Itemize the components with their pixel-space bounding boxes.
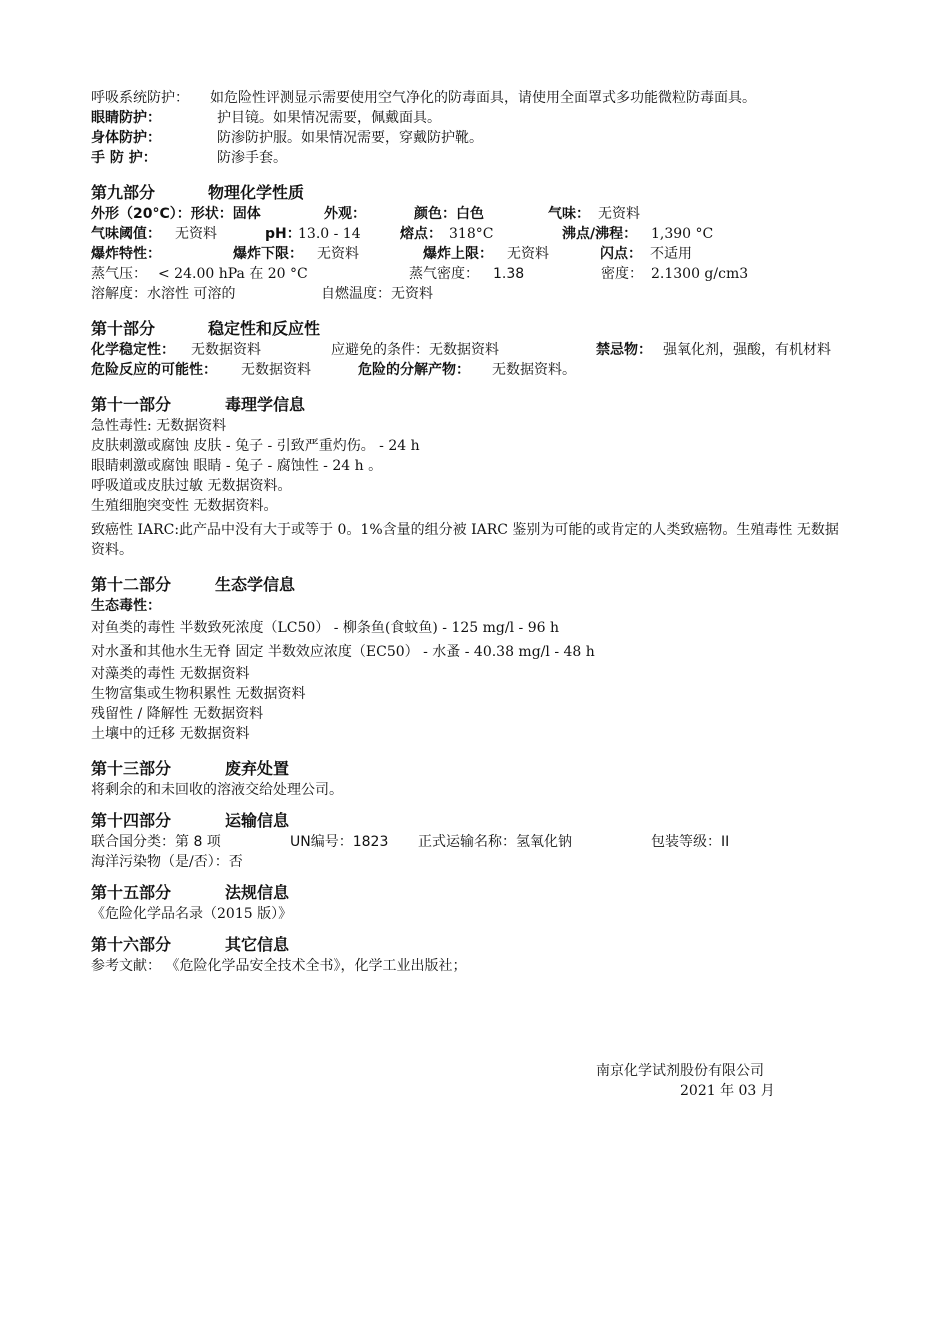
shipping-name: 正式运输名称：氢氧化钠	[418, 834, 572, 850]
disposal-text: 将剩余的和未回收的溶液交给处理公司。	[91, 782, 343, 798]
references-text: 参考文献： 《危险化学品安全技术全书》，化学工业出版社；	[91, 958, 467, 974]
stability-label: 化学稳定性：	[91, 342, 175, 358]
lel-label: 爆炸下限：	[233, 246, 303, 262]
un-number: UN编号：1823	[290, 834, 389, 850]
transport-row	[91, 832, 871, 852]
vapor-pressure-label: 蒸气压：	[91, 266, 147, 282]
hazard-reaction-label: 危险反应的可能性：	[91, 362, 217, 378]
section-9-number: 第九部分	[91, 183, 156, 202]
section-11-title: 毒理学信息	[225, 395, 306, 414]
toxicology-line: 呼吸道或皮肤过敏 无数据资料。	[91, 478, 292, 494]
section-15-number: 第十五部分	[91, 883, 172, 902]
s10-row-1	[91, 340, 871, 360]
marine-pollutant: 海洋污染物（是/否）：否	[91, 854, 243, 870]
eye-label: 眼睛防护：	[91, 110, 161, 126]
incompatible-label: 禁忌物：	[596, 342, 652, 358]
eye-text: 护目镜。如果情况需要，佩戴面具。	[217, 110, 441, 126]
eye-protection-row	[91, 108, 871, 128]
section-13-title: 废弃处置	[225, 759, 290, 778]
fish-toxicity: 对鱼类的毒性 半数致死浓度（LC50） - 柳条鱼(食蚊鱼) - 125 mg/l - 96 h	[91, 620, 559, 636]
hand-protection-row	[91, 148, 871, 168]
issue-date: 2021 年 03 月	[680, 1083, 775, 1099]
section-10-heading	[91, 318, 871, 340]
s9-row-5	[91, 284, 871, 304]
signature-block	[596, 1061, 775, 1101]
solubility: 溶解度：水溶性 可溶的	[91, 286, 236, 302]
odor-threshold-value: 无资料	[175, 226, 217, 242]
packing-group: 包装等级：II	[651, 834, 730, 850]
section-12-heading	[91, 574, 871, 596]
lel-value: 无资料	[317, 246, 359, 262]
section-14-number: 第十四部分	[91, 811, 172, 830]
section-15-heading	[91, 882, 871, 904]
section-16-number: 第十六部分	[91, 935, 172, 954]
respiratory-label: 呼吸系统防护：	[91, 90, 189, 106]
s9-row-1	[91, 204, 871, 224]
explosive-label: 爆炸特性：	[91, 246, 161, 262]
section-13-number: 第十三部分	[91, 759, 172, 778]
toxicology-line: 眼睛刺激或腐蚀 眼睛 - 兔子 - 腐蚀性 - 24 h 。	[91, 458, 383, 474]
ecology-line: 对藻类的毒性 无数据资料	[91, 666, 250, 682]
avoid-conditions: 应避免的条件：无数据资料	[331, 342, 499, 358]
color-label: 颜色：白色	[414, 206, 484, 222]
hand-text: 防渗手套。	[217, 150, 287, 166]
respiratory-protection-row	[91, 88, 871, 108]
density-label: 密度：	[601, 266, 643, 282]
regulation-text: 《危险化学品名录（2015 版）》	[91, 906, 293, 922]
boiling-point-label: 沸点/沸程：	[562, 226, 638, 242]
section-12-title: 生态学信息	[215, 575, 296, 594]
ecology-line: 土壤中的迁移 无数据资料	[91, 726, 250, 742]
odor-threshold-label: 气味阈值：	[91, 226, 161, 242]
vapor-density-label: 蒸气密度：	[409, 266, 479, 282]
ecology-line: 残留性 / 降解性 无数据资料	[91, 706, 264, 722]
flash-point-label: 闪点：	[600, 246, 642, 262]
daphnia-toxicity: 对水蚤和其他水生无脊 固定 半数效应浓度（EC50） - 水蚤 - 40.38 mg/l - 48 h	[91, 644, 595, 660]
boiling-point-value: 1,390 °C	[651, 226, 714, 242]
vapor-pressure-value: < 24.00 hPa 在 20 °C	[158, 266, 308, 282]
toxicology-line: 急性毒性: 无数据资料	[91, 418, 227, 434]
s9-row-2	[91, 224, 871, 244]
section-10-title: 稳定性和反应性	[208, 319, 321, 338]
odor-label: 气味：	[548, 206, 590, 222]
section-16-title: 其它信息	[225, 935, 290, 954]
section-11-heading	[91, 394, 871, 416]
stability-value: 无数据资料	[191, 342, 261, 358]
document-page	[91, 88, 871, 976]
vapor-density-value: 1.38	[493, 266, 525, 282]
toxicology-line: 皮肤刺激或腐蚀 皮肤 - 兔子 - 引致严重灼伤。 - 24 h	[91, 438, 420, 454]
section-10-number: 第十部分	[91, 319, 156, 338]
carcinogenicity: 致癌性 IARC:此产品中没有大于或等于 0。1%含量的组分被 IARC 鉴别为可能的或肯定的人类致癌物。生殖毒性 无数据资料。	[91, 522, 839, 558]
ph-label: pH：	[265, 226, 301, 242]
hazard-reaction-value: 无数据资料	[241, 362, 311, 378]
section-15-title: 法规信息	[225, 883, 290, 902]
density-value: 2.1300 g/cm3	[651, 266, 749, 282]
odor-value: 无资料	[598, 206, 640, 222]
ph-value: 13.0 - 14	[298, 226, 361, 242]
uel-label: 爆炸上限：	[423, 246, 493, 262]
incompatible-value: 强氧化剂，强酸，有机材料	[663, 342, 831, 358]
melting-point-value: 318°C	[449, 226, 494, 242]
section-14-title: 运输信息	[225, 811, 290, 830]
decomposition-label: 危险的分解产物：	[358, 362, 470, 378]
company-name: 南京化学试剂股份有限公司	[596, 1063, 764, 1079]
body-text: 防渗防护服。如果情况需要，穿戴防护靴。	[217, 130, 483, 146]
un-class: 联合国分类：第 8 项	[91, 834, 221, 850]
section-13-heading	[91, 758, 871, 780]
look-label: 外观：	[324, 206, 366, 222]
respiratory-text: 如危险性评测显示需要使用空气净化的防毒面具，请使用全面罩式多功能微粒防毒面具。	[210, 90, 756, 106]
appearance-label: 外形（20°C）：形状：固体	[91, 206, 261, 222]
section-16-heading	[91, 934, 871, 956]
section-12-number: 第十二部分	[91, 575, 172, 594]
section-9-heading	[91, 182, 871, 204]
s10-row-2	[91, 360, 871, 380]
melting-point-label: 熔点：	[400, 226, 442, 242]
flash-point-value: 不适用	[650, 246, 692, 262]
decomposition-value: 无数据资料。	[492, 362, 576, 378]
uel-value: 无资料	[507, 246, 549, 262]
autoignition: 自燃温度：无资料	[321, 286, 433, 302]
s9-row-4	[91, 264, 871, 284]
eco-toxicity-label: 生态毒性：	[91, 598, 161, 614]
hand-label: 手 防 护：	[91, 150, 157, 166]
toxicology-line: 生殖细胞突变性 无数据资料。	[91, 498, 278, 514]
body-protection-row	[91, 128, 871, 148]
s9-row-3	[91, 244, 871, 264]
body-label: 身体防护：	[91, 130, 161, 146]
section-9-title: 物理化学性质	[208, 183, 305, 202]
section-14-heading	[91, 810, 871, 832]
section-11-number: 第十一部分	[91, 395, 172, 414]
ecology-line: 生物富集或生物积累性 无数据资料	[91, 686, 306, 702]
